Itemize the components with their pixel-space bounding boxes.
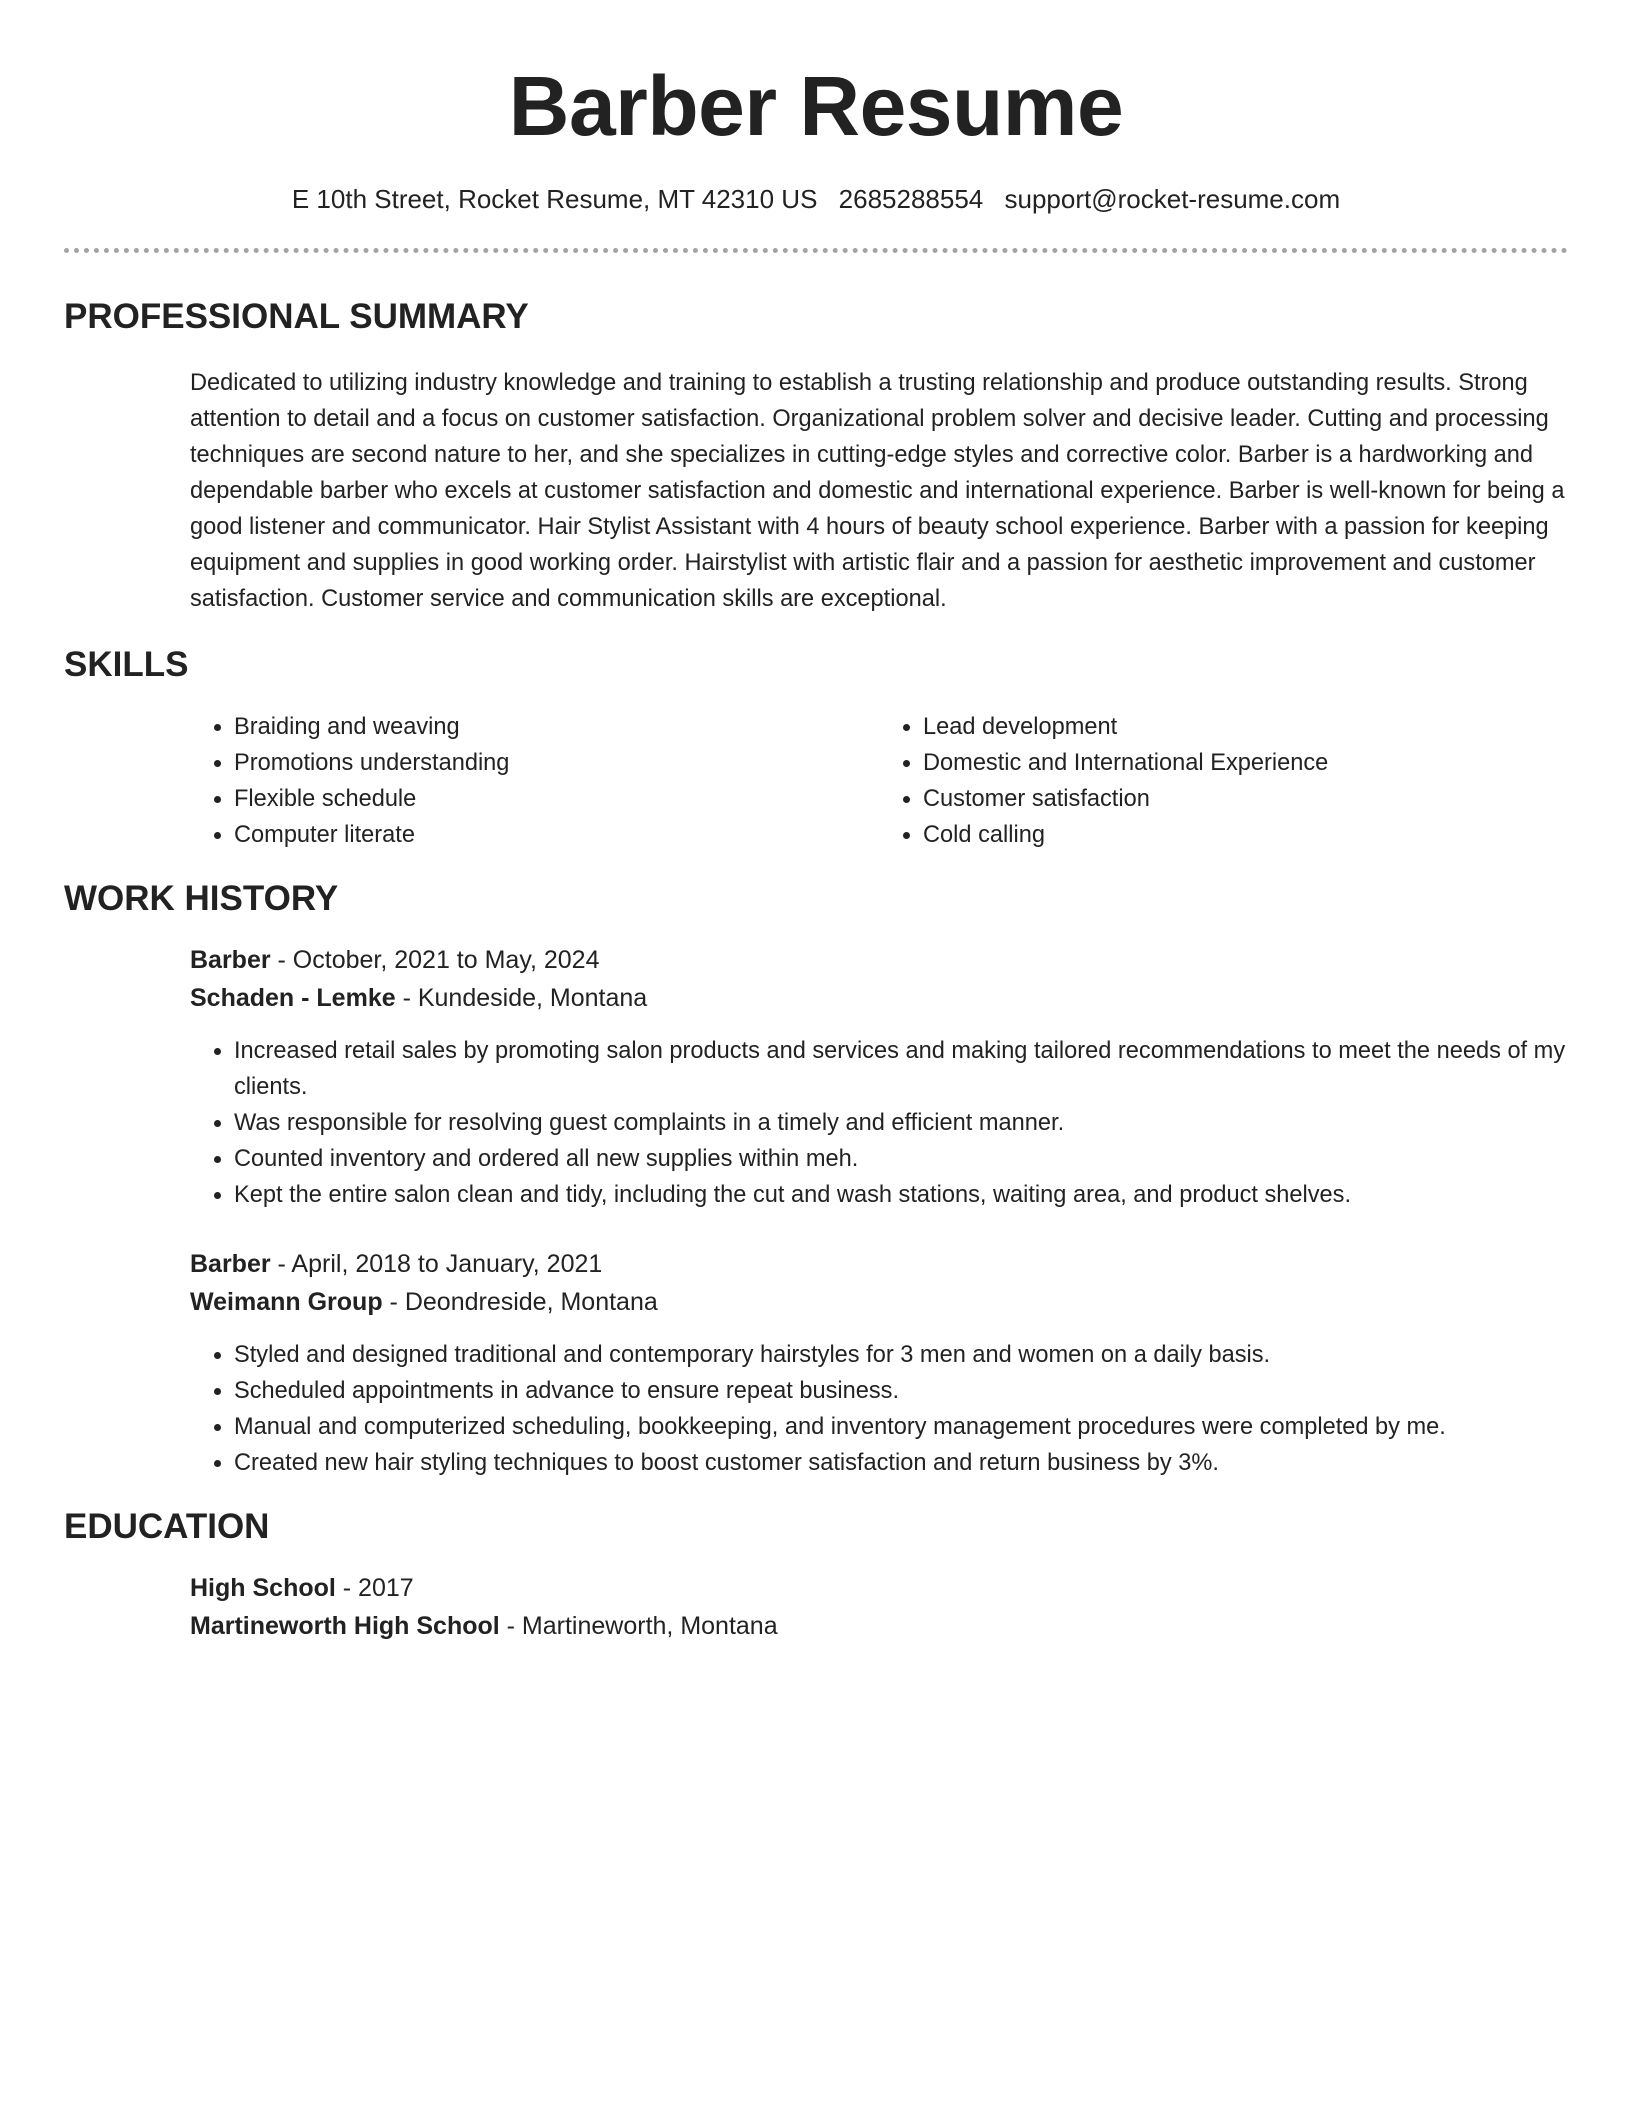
resume-page (64, 0, 1568, 2112)
job-company-line (190, 979, 1568, 1017)
skills-heading: SKILLS (64, 645, 189, 684)
job-dates: - April, 2018 to January, 2021 (270, 1250, 603, 1278)
skills-list-left (190, 709, 879, 853)
job-bullet: • Counted inventory and ordered all new supplies within meh. (234, 1141, 1568, 1177)
job-company: Schaden - Lemke (190, 984, 396, 1012)
contact-email: support@rocket-resume.com (1004, 184, 1341, 214)
work-heading: WORK HISTORY (64, 879, 339, 918)
job-dates: - October, 2021 to May, 2024 (270, 946, 600, 974)
skill-item: • Lead development (923, 709, 1568, 745)
skill-item: • Cold calling (923, 817, 1568, 853)
education-degree: High School (190, 1574, 336, 1602)
summary-heading: PROFESSIONAL SUMMARY (64, 297, 529, 336)
education-school-line (190, 1607, 1568, 1645)
job-location: - Deondreside, Montana (382, 1288, 658, 1316)
job-title: Barber (190, 1250, 271, 1278)
job-bullet: • Kept the entire salon clean and tidy, including the cut and wash stations, waiting area, and product shelves. (234, 1177, 1568, 1213)
job-bullet: • Manual and computerized scheduling, bookkeeping, and inventory management procedures were completed by me. (234, 1409, 1568, 1445)
job-bullet: • Increased retail sales by promoting salon products and services and making tailored recommendations to meet the needs of my clients. (234, 1033, 1568, 1105)
skill-item: • Customer satisfaction (923, 781, 1568, 817)
resume-title: Barber Resume (508, 59, 1124, 153)
job-entry (190, 941, 1568, 1213)
job-bullets (190, 1337, 1568, 1481)
job-entry (190, 1245, 1568, 1481)
header-divider (64, 248, 1568, 253)
job-bullet: • Scheduled appointments in advance to ensure repeat business. (234, 1373, 1568, 1409)
job-company: Weimann Group (190, 1288, 383, 1316)
skills-grid (190, 709, 1568, 853)
education-degree-line (190, 1569, 1568, 1607)
education-school: Martineworth High School (190, 1612, 500, 1640)
job-bullets (190, 1033, 1568, 1213)
contact-line (64, 182, 1568, 216)
education-entry (190, 1569, 1568, 1645)
skill-item: • Domestic and International Experience (923, 745, 1568, 781)
skill-item: • Flexible schedule (234, 781, 879, 817)
job-company-line (190, 1283, 1568, 1321)
job-bullet: • Was responsible for resolving guest complaints in a timely and efficient manner. (234, 1105, 1568, 1141)
skill-item: • Promotions understanding (234, 745, 879, 781)
contact-address: E 10th Street, Rocket Resume, MT 42310 US (291, 184, 818, 214)
skill-item: • Braiding and weaving (234, 709, 879, 745)
job-location: - Kundeside, Montana (395, 984, 648, 1012)
job-title: Barber (190, 946, 271, 974)
job-bullet: • Created new hair styling techniques to boost customer satisfaction and return business by 3%. (234, 1445, 1568, 1481)
skill-item: • Computer literate (234, 817, 879, 853)
job-title-line (190, 941, 1568, 979)
contact-phone: 2685288554 (838, 184, 984, 214)
education-location: - Martineworth, Montana (499, 1612, 778, 1640)
education-heading: EDUCATION (64, 1507, 270, 1546)
summary-text: Dedicated to utilizing industry knowledge and training to establish a trusting relationship and produce outstanding results. Strong attention to detail and a focus on customer satisfaction. Organizational problem solver and decisive leader. Cutting and processing techniques are second nature to her, and she specializes in cutting-edge styles and corrective color. Barber is a hardworking and dependable barber who excels at customer satisfaction and domestic and international experience. Barber is well-known for being a good listener and communicator. Hair Stylist Assistant with 4 hours of beauty school experience. Barber with a passion for keeping equipment and supplies in good working order. Hairstylist with artistic flair and a passion for aesthetic improvement and customer satisfaction. Customer service and communication skills are exceptional. (190, 370, 1565, 612)
education-year: - 2017 (335, 1574, 414, 1602)
job-bullet: • Styled and designed traditional and contemporary hairstyles for 3 men and women on a daily basis. (234, 1337, 1568, 1373)
job-title-line (190, 1245, 1568, 1283)
skills-list-right (879, 709, 1568, 853)
